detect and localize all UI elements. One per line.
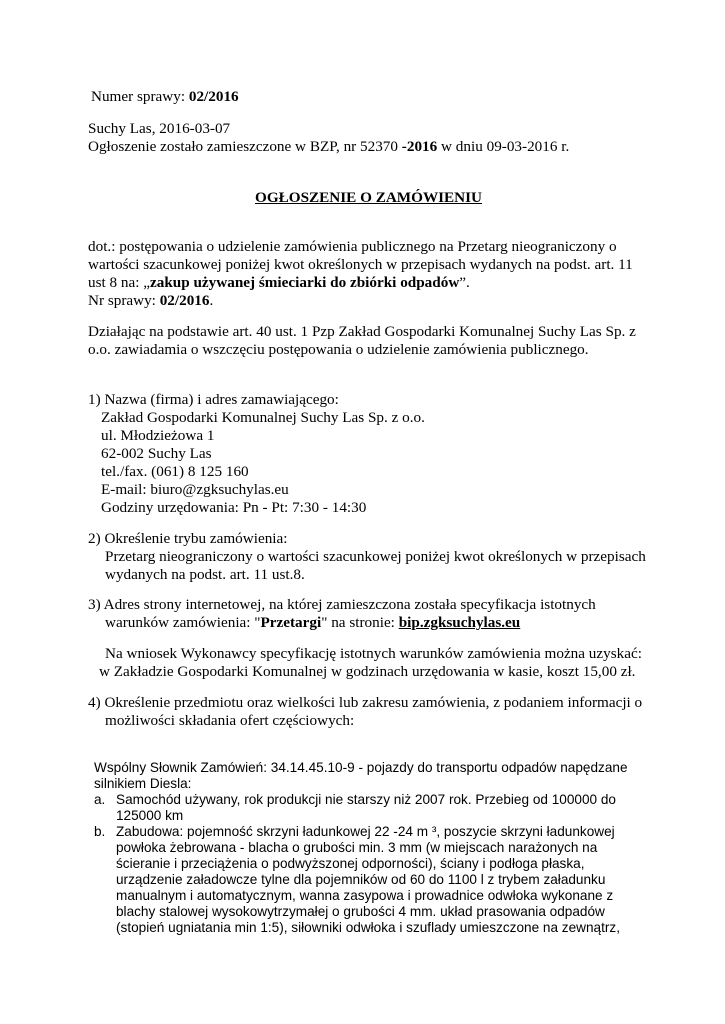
intro-subject: zakup używanej śmieciarki do zbiórki odpadów [150, 274, 460, 291]
address-line: 62-002 Suchy Las [101, 445, 212, 462]
intro-line-2: wartości szacunkowej poniżej kwot określonych w przepisach wydanych na podst. art. 11 [88, 256, 633, 273]
bzp-line [88, 138, 569, 156]
address-line: ul. Młodzieżowa 1 [101, 427, 215, 444]
list-item-line: (stopień ugniatania min 1:5), siłowniki odwłoka i szuflady umieszczone na zewnątrz, [116, 920, 620, 935]
address-line: tel./fax. (061) 8 125 160 [101, 463, 249, 480]
section-1-heading: 1) Nazwa (firma) i adres zamawiającego: [88, 391, 339, 408]
intro-line-3 [88, 274, 470, 292]
list-item-line: ścieranie i przeciążenia o podwyższonej odporności), ściany i podłoga płaska, [116, 856, 585, 871]
cpv-line-2: silnikiem Diesla: [94, 776, 192, 791]
list-item-line: blachy stalowej wysokowytrzymałej o grubości 4 mm. układ prasowania odpadów [116, 904, 605, 919]
list-item-line: manualnym i automatycznym, wanna zasypowa i prowadnice odwłoka wykonane z [116, 888, 614, 903]
list-item-line: Zabudowa: pojemność skrzyni ładunkowej 22 -24 m ³, poszycie skrzyni ładunkowej [116, 824, 615, 839]
przetargi-label: Przetargi [260, 614, 322, 631]
section-3-line-2-prefix: warunków zamówienia: " [105, 614, 261, 631]
case-number-value: 02/2016 [188, 88, 239, 105]
intro-case-number [88, 292, 213, 310]
section-3-line-2 [105, 614, 520, 632]
section-3-note-1: Na wniosek Wykonawcy specyfikację istotnych warunków zamówienia można uzyskać: [105, 645, 642, 662]
bzp-year: -2016 [401, 138, 438, 155]
section-2-heading: 2) Określenie trybu zamówienia: [88, 530, 288, 547]
section-3-line-2-mid: " na stronie: [321, 614, 399, 631]
list-item-label: a. [94, 792, 106, 807]
section-4-line-2: możliwości składania ofert częściowych: [105, 712, 355, 729]
list-item-line: urządzenie załadowcze tylne dla pojemników od 60 do 1100 l z trybem załadunku [116, 872, 606, 887]
list-item-line: powłoka żebrowana - blacha o grubości min. 3 mm (w miejscach narażonych na [116, 840, 598, 855]
intro-line-3-suffix: ”. [459, 274, 470, 291]
intro-nr-value: 02/2016 [159, 292, 210, 309]
section-2-line-2: wydanych na podst. art. 11 ust.8. [105, 566, 305, 583]
section-4-heading: 4) Określenie przedmiotu oraz wielkości lub zakresu zamówienia, z podaniem informacji o [88, 694, 643, 711]
section-3-note-2: w Zakładzie Gospodarki Komunalnej w godzinach urzędowania w kasie, koszt 15,00 zł. [99, 663, 636, 680]
case-number-label: Numer sprawy: [91, 88, 189, 105]
bzp-prefix: Ogłoszenie zostało zamieszczone w BZP, nr 52370 [88, 138, 402, 155]
place-date: Suchy Las, 2016-03-07 [88, 120, 231, 137]
intro-line-3-prefix: ust 8 na: „ [88, 274, 151, 291]
section-3-heading: 3) Adres strony internetowej, na której zamieszczona została specyfikacja istotnych [88, 596, 596, 613]
address-line: Godziny urzędowania: Pn - Pt: 7:30 - 14:30 [101, 499, 367, 516]
intro-nr-suffix: . [209, 292, 214, 309]
list-item-label: b. [94, 824, 106, 839]
basis-line-1: Działając na podstawie art. 40 ust. 1 Pzp Zakład Gospodarki Komunalnej Suchy Las Sp. z [88, 323, 636, 340]
basis-line-2: o.o. zawiadamia o wszczęciu postępowania o udzielenie zamówienia publicznego. [88, 341, 589, 358]
section-2-line-1: Przetarg nieograniczony o wartości szacunkowej poniżej kwot określonych w przepisach [105, 548, 646, 565]
bip-link[interactable]: bip.zgksuchylas.eu [398, 614, 521, 631]
intro-line-1: dot.: postępowania o udzielenie zamówienia publicznego na Przetarg nieograniczony o [88, 238, 617, 255]
case-number-line [91, 88, 239, 106]
address-line: Zakład Gospodarki Komunalnej Suchy Las Sp. z o.o. [101, 409, 425, 426]
bzp-suffix: w dniu 09-03-2016 r. [437, 138, 570, 155]
cpv-line-1: Wspólny Słownik Zamówień: 34.14.45.10-9 - pojazdy do transportu odpadów napędzane [94, 760, 628, 775]
address-line: E-mail: biuro@zgksuchylas.eu [101, 481, 289, 498]
list-item-line: Samochód używany, rok produkcji nie starszy niż 2007 rok. Przebieg od 100000 do [116, 792, 616, 807]
intro-nr-label: Nr sprawy: [88, 292, 160, 309]
list-item-line: 125000 km [116, 808, 184, 823]
page-title: OGŁOSZENIE O ZAMÓWIENIU [255, 189, 483, 206]
